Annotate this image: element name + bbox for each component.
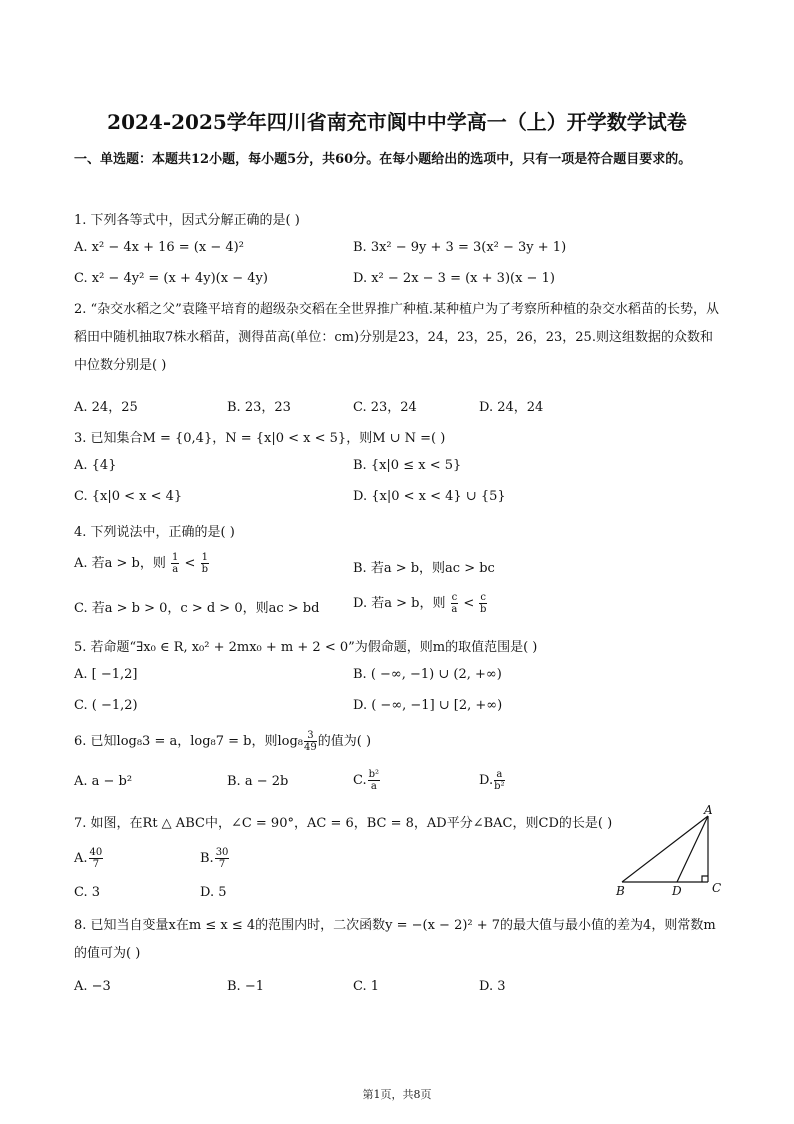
question-7-stem: 7. 如图，在Rt △ ABC中，∠C = 90°，AC = 6，BC = 8，AD平分∠BAC，则CD的长是( )	[74, 816, 613, 831]
fraction-c-over-a: $\frac{c}{a}$	[451, 592, 458, 615]
question-1-option-c: C. x² − 4y² = (x + 4y)(x − 4y)	[74, 271, 268, 286]
right-angle-mark	[702, 876, 708, 882]
label-vertex-c: C	[712, 881, 722, 895]
question-4-stem: 4. 下列说法中，正确的是( )	[74, 525, 235, 540]
question-7-option-c: C. 3	[74, 885, 101, 900]
question-7-option-d: D. 5	[200, 885, 227, 900]
question-8-option-c: C. 1	[353, 979, 380, 994]
label-vertex-b: B	[616, 884, 625, 898]
question-1-option-a: A. x² − 4x + 16 = (x − 4)²	[74, 240, 244, 255]
question-7-option-b: B. $\frac{30}{7}$	[200, 847, 229, 870]
question-6-option-d: D. $\frac{a}{\text{b²}}$	[479, 769, 505, 792]
question-8-stem: 8. 已知当自变量x在m ≤ x ≤ 4的范围内时，二次函数y = −(x − 2)² + 7的最大值与最小值的差为4，则常数m的值可为( )	[74, 918, 716, 961]
question-4-option-c: C. 若a > b > 0，c > d > 0，则ac > bd	[74, 601, 320, 616]
question-2-option-c: C. 23，24	[353, 400, 417, 415]
question-4-option-a: A. 若a > b，则 $\frac{1}{a}$ < $\frac{1}{b}$	[74, 552, 208, 575]
fraction-a-over-b2: $\frac{a}{\text{b²}}$	[494, 769, 505, 792]
page-footer: 第1页，共8页	[362, 1088, 432, 1101]
question-1-option-d: D. x² − 2x − 3 = (x + 3)(x − 1)	[353, 271, 555, 286]
question-6-option-a: A. a − b²	[74, 774, 133, 789]
question-6-option-b: B. a − 2b	[227, 774, 289, 789]
bisector-ad	[677, 816, 708, 882]
question-5-option-d: D. ( −∞, −1] ∪ [2, +∞)	[353, 698, 503, 713]
fraction-c-over-b: $\frac{c}{b}$	[480, 592, 487, 615]
fraction-30-over-7: $\frac{30}{7}$	[215, 847, 229, 870]
question-3-option-d: D. {x|0 < x < 4} ∪ {5}	[353, 489, 506, 504]
label-point-d: D	[672, 884, 682, 898]
fraction-b2-over-a: $\frac{\text{b²}}{a}$	[368, 769, 380, 792]
question-1-stem: 1. 下列各等式中，因式分解正确的是( )	[74, 213, 300, 228]
question-3-option-a: A. {4}	[74, 458, 117, 473]
question-3-stem: 3. 已知集合M = {0,4}，N = {x|0 < x < 5}，则M ∪ N =( )	[74, 431, 446, 446]
question-8-option-d: D. 3	[479, 979, 506, 994]
question-8-option-b: B. −1	[227, 979, 264, 994]
question-6-stem: 6. 已知log₈3 = a，log₈7 = b，则log₈ $\frac{3}{49}$ 的值为( )	[74, 730, 372, 753]
question-2-stem: 2. “杂交水稻之父”袁隆平培育的超级杂交稻在全世界推广种植.某种植户为了考察所种植的杂交水稻苗的长势，从稻田中随机抽取7株水稻苗，测得苗高(单位：cm)分别是23，24，23，25，26，23，25.则这组数据的众数和中位数分别是( )	[74, 302, 719, 373]
question-2-option-d: D. 24，24	[479, 400, 544, 415]
question-1-option-b: B. 3x² − 9y + 3 = 3(x² − 3y + 1)	[353, 240, 567, 255]
fraction-1-over-a: $\frac{1}{a}$	[172, 552, 179, 575]
question-8-option-a: A. −3	[74, 979, 111, 994]
side-ab	[622, 816, 708, 882]
fraction-3-over-49: $\frac{3}{49}$	[304, 730, 317, 753]
label-vertex-a: A	[704, 804, 713, 817]
question-5-option-b: B. ( −∞, −1) ∪ (2, +∞)	[353, 667, 502, 682]
triangle-figure	[612, 804, 728, 898]
question-5-option-a: A. [ −1,2]	[74, 667, 138, 682]
question-6-option-c: C. $\frac{\text{b²}}{a}$	[353, 769, 380, 792]
question-2-option-a: A. 24，25	[74, 400, 138, 415]
question-4-option-b: B. 若a > b，则ac > bc	[353, 561, 495, 576]
section-heading: 一、单选题：本题共12小题，每小题5分，共60分。在每小题给出的选项中，只有一项是符合题目要求的。	[74, 152, 692, 167]
question-3-option-b: B. {x|0 ≤ x < 5}	[353, 458, 462, 473]
question-7-option-a: A. $\frac{40}{7}$	[74, 847, 103, 870]
fraction-1-over-b: $\frac{1}{b}$	[201, 552, 208, 575]
question-2-option-b: B. 23，23	[227, 400, 291, 415]
question-3-option-c: C. {x|0 < x < 4}	[74, 489, 183, 504]
fraction-40-over-7: $\frac{40}{7}$	[89, 847, 103, 870]
question-5-option-c: C. ( −1,2)	[74, 698, 138, 713]
question-5-stem: 5. 若命题“∃x₀ ∈ R, x₀² + 2mx₀ + m + 2 < 0”为假命题，则m的取值范围是( )	[74, 640, 538, 655]
question-4-option-d: D. 若a > b，则 $\frac{c}{a}$ < $\frac{c}{b}$	[353, 592, 487, 615]
page-title: 2024-2025学年四川省南充市阆中中学高一（上）开学数学试卷	[107, 110, 687, 134]
